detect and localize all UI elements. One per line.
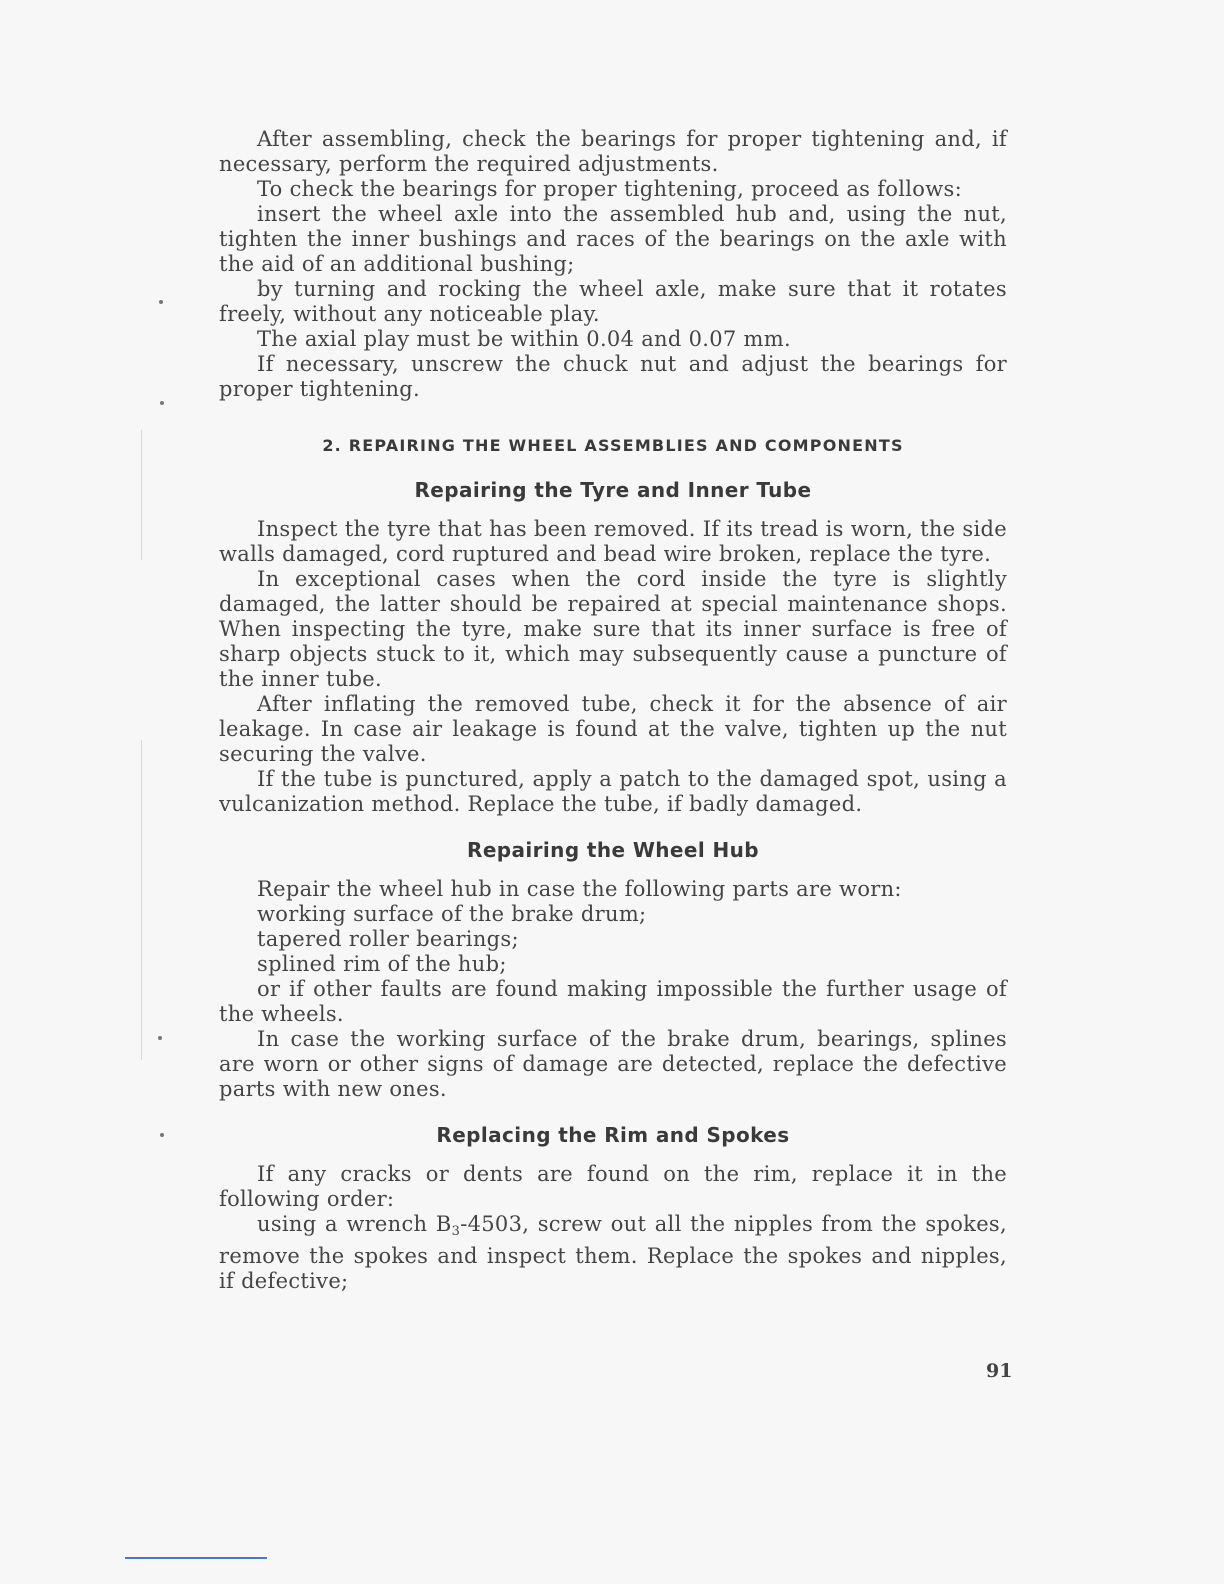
- subsection-heading-rim: Replacing the Rim and Spokes: [436, 1123, 790, 1147]
- margin-shadow-line: [141, 740, 142, 1060]
- paragraph: insert the wheel axle into the assembled hub and, using the nut, tighten the inner bushings and races of the bearings on the axle with the aid of an additional bushing;: [219, 202, 1007, 276]
- paragraph: In case the working surface of the brake drum, bearings, splines are worn or other signs of damage are detected, replace the defective parts with new ones.: [219, 1027, 1007, 1101]
- document-page: [219, 127, 1007, 1294]
- paragraph: After assembling, check the bearings for proper tightening and, if necessary, perform the required adjustments.: [219, 127, 1007, 176]
- subsection-heading-hub: Repairing the Wheel Hub: [467, 838, 759, 862]
- text-run: -4503, screw out all the nipples from the spokes, remove the spokes and inspect them. Replace the spokes and nipples, if defective;: [219, 1212, 1007, 1293]
- paragraph: [219, 1212, 1007, 1294]
- paragraph: If the tube is punctured, apply a patch to the damaged spot, using a vulcanization method. Replace the tube, if badly damaged.: [219, 767, 1007, 816]
- list-item: working surface of the brake drum;: [257, 902, 647, 926]
- paragraph: If necessary, unscrew the chuck nut and adjust the bearings for proper tightening.: [219, 352, 1007, 401]
- paragraph: Repair the wheel hub in case the following parts are worn:: [257, 877, 902, 901]
- margin-mark: [159, 300, 163, 304]
- margin-mark: [160, 401, 164, 405]
- text-run: using a wrench B: [257, 1212, 452, 1236]
- margin-mark: [160, 1133, 164, 1137]
- margin-mark: [158, 1036, 162, 1040]
- margin-shadow-line: [141, 430, 142, 560]
- section-title: 2. REPAIRING THE WHEEL ASSEMBLIES AND COMPONENTS: [322, 436, 904, 455]
- paragraph: To check the bearings for proper tightening, proceed as follows:: [257, 177, 962, 201]
- paragraph: After inflating the removed tube, check it for the absence of air leakage. In case air leakage is found at the valve, tighten up the nut securing the valve.: [219, 692, 1007, 766]
- list-item: tapered roller bearings;: [257, 927, 519, 951]
- subsection-heading-tyre: Repairing the Tyre and Inner Tube: [414, 478, 812, 502]
- footer-link-line: [125, 1557, 267, 1559]
- list-item: splined rim of the hub;: [257, 952, 507, 976]
- paragraph: Inspect the tyre that has been removed. If its tread is worn, the side walls damaged, cord ruptured and bead wire broken, replace the tyre.: [219, 517, 1007, 566]
- list-item: or if other faults are found making impossible the further usage of the wheels.: [219, 977, 1007, 1026]
- paragraph: If any cracks or dents are found on the rim, replace it in the following order:: [219, 1162, 1007, 1211]
- subscript: 3: [451, 1224, 461, 1239]
- paragraph: by turning and rocking the wheel axle, make sure that it rotates freely, without any noticeable play.: [219, 277, 1007, 326]
- page-number: 91: [986, 1360, 1013, 1382]
- paragraph: The axial play must be within 0.04 and 0.07 mm.: [257, 327, 791, 351]
- paragraph: In exceptional cases when the cord inside the tyre is slightly damaged, the latter should be repaired at special maintenance shops. When inspecting the tyre, make sure that its inner surface is free of sharp objects stuck to it, which may subsequently cause a puncture of the inner tube.: [219, 567, 1007, 691]
